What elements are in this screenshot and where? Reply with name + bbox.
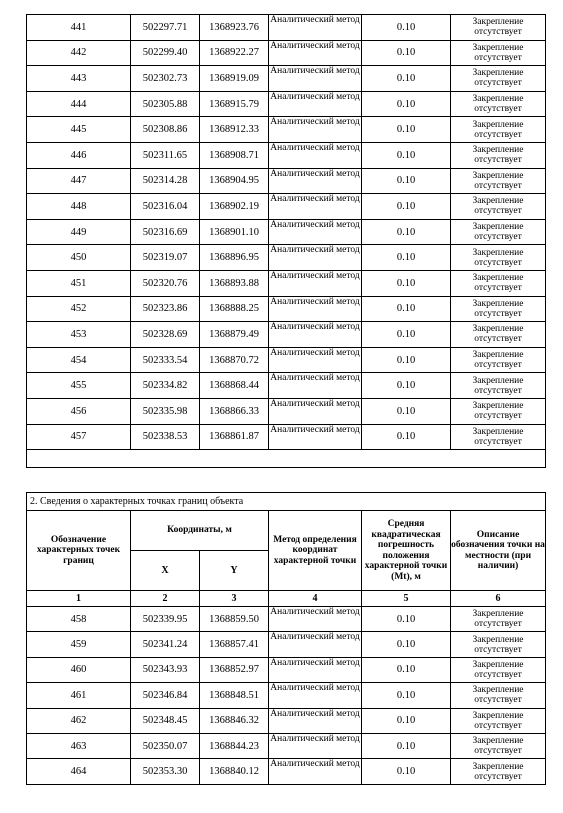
col-number-5: 5 [362, 591, 451, 607]
table-row [27, 373, 546, 399]
cell-y: 1368908.71 [200, 142, 269, 168]
cell-x: 502308.86 [131, 117, 200, 143]
table-row [27, 607, 546, 632]
cell-y: 1368893.88 [200, 270, 269, 296]
header-designation: Обозначение характерных точек границ [27, 511, 131, 591]
table-row [27, 424, 546, 450]
cell-y: 1368852.97 [200, 657, 269, 682]
cell-description: Закрепление отсутствует [451, 194, 546, 220]
table-row [27, 683, 546, 708]
cell-description: Закрепление отсутствует [451, 322, 546, 348]
col-number-2: 2 [131, 591, 200, 607]
cell-mean-error: 0.10 [362, 245, 451, 271]
cell-method: Аналитический метод [269, 66, 362, 92]
cell-y: 1368870.72 [200, 347, 269, 373]
header-mean-error: Средняя квадратическая погрешность положения характерной точки (Mt), м [362, 511, 451, 591]
cell-x: 502338.53 [131, 424, 200, 450]
table-row [27, 40, 546, 66]
cell-mean-error: 0.10 [362, 219, 451, 245]
cell-point-number: 458 [27, 607, 131, 632]
cell-x: 502314.28 [131, 168, 200, 194]
cell-mean-error: 0.10 [362, 373, 451, 399]
cell-x: 502323.86 [131, 296, 200, 322]
cell-x: 502328.69 [131, 322, 200, 348]
cell-point-number: 444 [27, 91, 131, 117]
cell-point-number: 441 [27, 15, 131, 41]
cell-point-number: 442 [27, 40, 131, 66]
table-row [27, 270, 546, 296]
cell-point-number: 462 [27, 708, 131, 733]
table-row [27, 322, 546, 348]
cell-method: Аналитический метод [269, 424, 362, 450]
cell-description: Закрепление отсутствует [451, 117, 546, 143]
cell-method: Аналитический метод [269, 142, 362, 168]
cell-x: 502333.54 [131, 347, 200, 373]
cell-x: 502339.95 [131, 607, 200, 632]
cell-y: 1368923.76 [200, 15, 269, 41]
cell-x: 502320.76 [131, 270, 200, 296]
cell-point-number: 454 [27, 347, 131, 373]
cell-point-number: 452 [27, 296, 131, 322]
table-row [27, 759, 546, 784]
cell-x: 502299.40 [131, 40, 200, 66]
cell-y: 1368844.23 [200, 733, 269, 758]
cell-x: 502350.07 [131, 733, 200, 758]
cell-description: Закрепление отсутствует [451, 66, 546, 92]
cell-y: 1368922.27 [200, 40, 269, 66]
cell-point-number: 456 [27, 398, 131, 424]
cell-y: 1368912.33 [200, 117, 269, 143]
cell-mean-error: 0.10 [362, 91, 451, 117]
cell-method: Аналитический метод [269, 759, 362, 784]
cell-y: 1368919.09 [200, 66, 269, 92]
cell-point-number: 455 [27, 373, 131, 399]
cell-x: 502334.82 [131, 373, 200, 399]
cell-y: 1368866.33 [200, 398, 269, 424]
cell-x: 502302.73 [131, 66, 200, 92]
cell-description: Закрепление отсутствует [451, 759, 546, 784]
cell-mean-error: 0.10 [362, 607, 451, 632]
cell-y: 1368901.10 [200, 219, 269, 245]
cell-x: 502335.98 [131, 398, 200, 424]
cell-mean-error: 0.10 [362, 347, 451, 373]
cell-description: Закрепление отсутствует [451, 245, 546, 271]
cell-method: Аналитический метод [269, 168, 362, 194]
cell-method: Аналитический метод [269, 245, 362, 271]
points-table-continued [26, 14, 546, 468]
cell-description: Закрепление отсутствует [451, 296, 546, 322]
cell-mean-error: 0.10 [362, 66, 451, 92]
header-description: Описание обозначения точки на местности (при наличии) [451, 511, 546, 591]
table-row [27, 15, 546, 41]
table-row [27, 347, 546, 373]
cell-description: Закрепление отсутствует [451, 398, 546, 424]
cell-mean-error: 0.10 [362, 657, 451, 682]
cell-point-number: 451 [27, 270, 131, 296]
cell-y: 1368840.12 [200, 759, 269, 784]
cell-x: 502348.45 [131, 708, 200, 733]
cell-mean-error: 0.10 [362, 424, 451, 450]
cell-mean-error: 0.10 [362, 759, 451, 784]
cell-method: Аналитический метод [269, 733, 362, 758]
cell-method: Аналитический метод [269, 683, 362, 708]
cell-point-number: 450 [27, 245, 131, 271]
cell-point-number: 446 [27, 142, 131, 168]
cell-mean-error: 0.10 [362, 322, 451, 348]
table-row [27, 632, 546, 657]
cell-description: Закрепление отсутствует [451, 40, 546, 66]
cell-x: 502297.71 [131, 15, 200, 41]
cell-y: 1368904.95 [200, 168, 269, 194]
cell-point-number: 443 [27, 66, 131, 92]
col-number-4: 4 [269, 591, 362, 607]
cell-x: 502316.69 [131, 219, 200, 245]
cell-method: Аналитический метод [269, 657, 362, 682]
cell-point-number: 447 [27, 168, 131, 194]
table-row [27, 194, 546, 220]
cell-mean-error: 0.10 [362, 632, 451, 657]
header-coordinates: Координаты, м [131, 511, 269, 551]
cell-method: Аналитический метод [269, 632, 362, 657]
empty-footer-row [27, 450, 546, 468]
cell-mean-error: 0.10 [362, 683, 451, 708]
cell-method: Аналитический метод [269, 40, 362, 66]
cell-method: Аналитический метод [269, 373, 362, 399]
table-row [27, 168, 546, 194]
header-x: X [131, 551, 200, 591]
cell-mean-error: 0.10 [362, 270, 451, 296]
cell-x: 502311.65 [131, 142, 200, 168]
cell-x: 502305.88 [131, 91, 200, 117]
cell-description: Закрепление отсутствует [451, 632, 546, 657]
table-row [27, 708, 546, 733]
header-method: Метод определения координат характерной точки [269, 511, 362, 591]
cell-y: 1368879.49 [200, 322, 269, 348]
cell-description: Закрепление отсутствует [451, 91, 546, 117]
col-number-1: 1 [27, 591, 131, 607]
cell-mean-error: 0.10 [362, 708, 451, 733]
table-row [27, 398, 546, 424]
cell-point-number: 445 [27, 117, 131, 143]
cell-description: Закрепление отсутствует [451, 168, 546, 194]
table-caption: 2. Сведения о характерных точках границ объекта [27, 493, 546, 511]
table-row [27, 296, 546, 322]
cell-point-number: 460 [27, 657, 131, 682]
boundary-points-body [27, 607, 546, 785]
cell-description: Закрепление отсутствует [451, 733, 546, 758]
cell-description: Закрепление отсутствует [451, 347, 546, 373]
cell-y: 1368915.79 [200, 91, 269, 117]
cell-description: Закрепление отсутствует [451, 424, 546, 450]
cell-point-number: 463 [27, 733, 131, 758]
cell-description: Закрепление отсутствует [451, 219, 546, 245]
cell-method: Аналитический метод [269, 322, 362, 348]
col-number-3: 3 [200, 591, 269, 607]
cell-description: Закрепление отсутствует [451, 683, 546, 708]
cell-point-number: 453 [27, 322, 131, 348]
cell-point-number: 459 [27, 632, 131, 657]
cell-mean-error: 0.10 [362, 168, 451, 194]
cell-y: 1368868.44 [200, 373, 269, 399]
cell-y: 1368861.87 [200, 424, 269, 450]
cell-description: Закрепление отсутствует [451, 373, 546, 399]
cell-description: Закрепление отсутствует [451, 15, 546, 41]
table-row [27, 117, 546, 143]
cell-x: 502353.30 [131, 759, 200, 784]
cell-point-number: 464 [27, 759, 131, 784]
cell-description: Закрепление отсутствует [451, 142, 546, 168]
boundary-points-table [26, 492, 546, 785]
cell-x: 502346.84 [131, 683, 200, 708]
cell-description: Закрепление отсутствует [451, 708, 546, 733]
cell-y: 1368857.41 [200, 632, 269, 657]
cell-method: Аналитический метод [269, 270, 362, 296]
cell-y: 1368896.95 [200, 245, 269, 271]
cell-method: Аналитический метод [269, 219, 362, 245]
cell-y: 1368888.25 [200, 296, 269, 322]
cell-method: Аналитический метод [269, 91, 362, 117]
cell-y: 1368859.50 [200, 607, 269, 632]
cell-point-number: 461 [27, 683, 131, 708]
cell-x: 502341.24 [131, 632, 200, 657]
cell-method: Аналитический метод [269, 296, 362, 322]
cell-mean-error: 0.10 [362, 40, 451, 66]
cell-x: 502319.07 [131, 245, 200, 271]
cell-mean-error: 0.10 [362, 15, 451, 41]
cell-method: Аналитический метод [269, 708, 362, 733]
cell-method: Аналитический метод [269, 607, 362, 632]
cell-y: 1368846.32 [200, 708, 269, 733]
cell-mean-error: 0.10 [362, 296, 451, 322]
table-row [27, 733, 546, 758]
cell-description: Закрепление отсутствует [451, 607, 546, 632]
table-row [27, 219, 546, 245]
table-row [27, 91, 546, 117]
cell-mean-error: 0.10 [362, 117, 451, 143]
cell-description: Закрепление отсутствует [451, 270, 546, 296]
table-row [27, 657, 546, 682]
cell-point-number: 457 [27, 424, 131, 450]
cell-method: Аналитический метод [269, 117, 362, 143]
points-table-body [27, 15, 546, 450]
cell-point-number: 448 [27, 194, 131, 220]
cell-x: 502343.93 [131, 657, 200, 682]
cell-mean-error: 0.10 [362, 194, 451, 220]
header-y: Y [200, 551, 269, 591]
cell-mean-error: 0.10 [362, 733, 451, 758]
cell-description: Закрепление отсутствует [451, 657, 546, 682]
cell-mean-error: 0.10 [362, 142, 451, 168]
col-number-6: 6 [451, 591, 546, 607]
cell-point-number: 449 [27, 219, 131, 245]
cell-method: Аналитический метод [269, 194, 362, 220]
cell-method: Аналитический метод [269, 398, 362, 424]
table-row [27, 245, 546, 271]
table-row [27, 142, 546, 168]
cell-y: 1368902.19 [200, 194, 269, 220]
table-row [27, 66, 546, 92]
cell-mean-error: 0.10 [362, 398, 451, 424]
cell-x: 502316.04 [131, 194, 200, 220]
cell-y: 1368848.51 [200, 683, 269, 708]
cell-method: Аналитический метод [269, 347, 362, 373]
cell-method: Аналитический метод [269, 15, 362, 41]
